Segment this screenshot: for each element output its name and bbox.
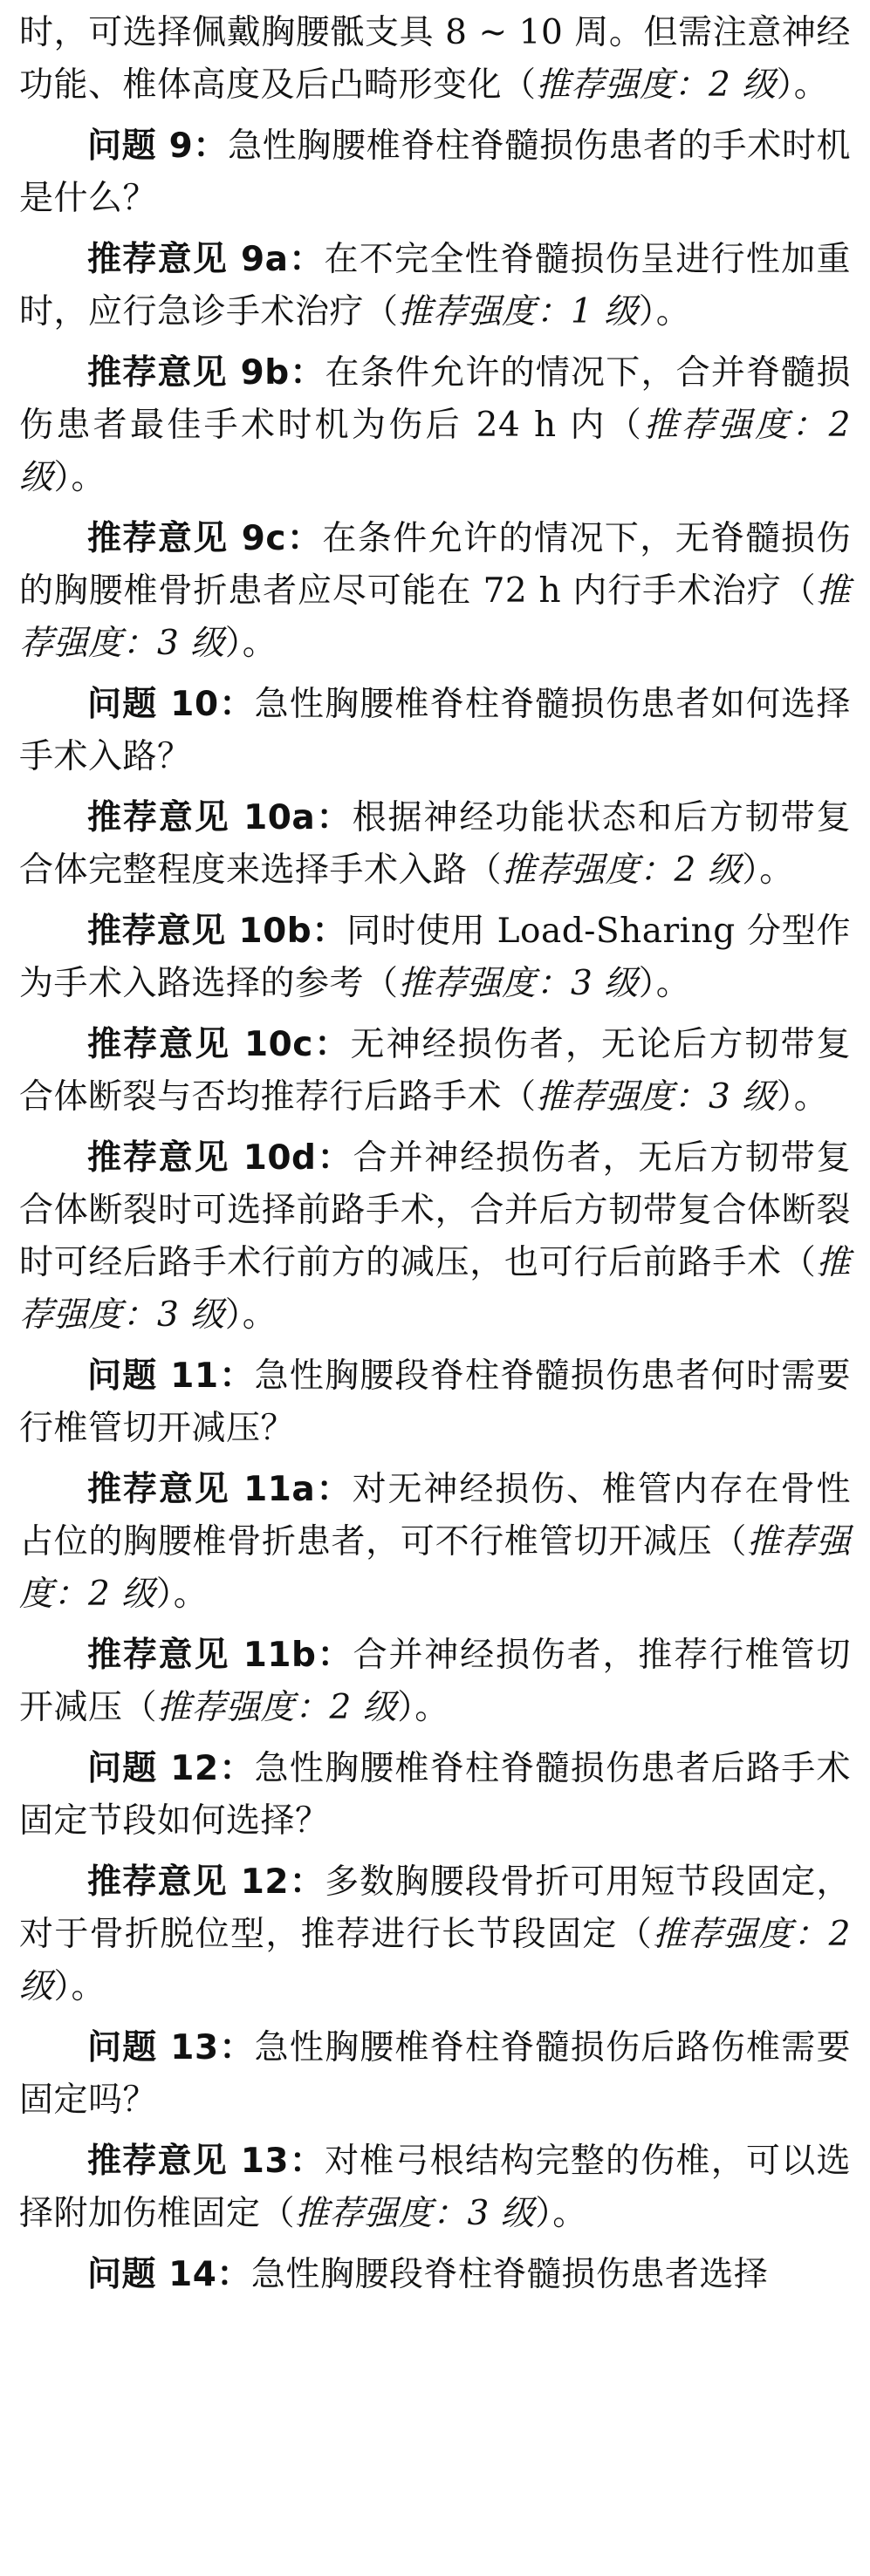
recommendation-strength: 推荐强度：2 级 <box>536 65 777 105</box>
question-9 <box>19 120 851 225</box>
recommendation-text: 对椎弓根结构完整的伤椎，可以选择附加伤椎固定（ <box>19 2142 851 2233</box>
recommendation-text: 多数胸腰段骨折可用短节段固定，对于骨折脱位型，推荐进行长节段固定（ <box>19 1862 851 1954</box>
recommendation-strength: 推荐强度：3 级 <box>19 1243 851 1335</box>
recommendation-label: 推荐意见 10c： <box>87 1025 351 1064</box>
question-13 <box>19 2022 851 2127</box>
recommendation-text: 对无神经损伤、椎管内存在骨性占位的胸腰椎骨折患者，可不行椎管切开减压（ <box>19 1470 851 1561</box>
recommendation-text: 在条件允许的情况下，合并脊髓损伤患者最佳手术时机为伤后 24 h 内（ <box>19 353 851 445</box>
recommendation-10a <box>19 792 851 897</box>
recommendation-13 <box>19 2135 851 2240</box>
paragraph-tail: ）。 <box>53 458 106 497</box>
recommendation-strength: 推荐强度：2 级 <box>157 1688 398 1727</box>
recommendation-strength: 推荐强度：2 级 <box>502 851 743 890</box>
recommendation-label: 推荐意见 9a： <box>87 240 325 279</box>
recommendation-label: 推荐意见 10a： <box>87 798 353 837</box>
paragraph-tail: ）。 <box>535 2194 587 2233</box>
recommendation-9b <box>19 347 851 504</box>
recommendation-text: 无神经损伤者，无论后方韧带复合体断裂与否均推荐行后路手术（ <box>19 1025 851 1117</box>
recommendation-label: 推荐意见 11a： <box>87 1470 353 1509</box>
recommendation-strength: 推荐强度：2 级 <box>19 406 851 497</box>
recommendation-10d <box>19 1132 851 1342</box>
question-14 <box>19 2249 851 2301</box>
recommendation-9a <box>19 234 851 338</box>
question-text: 急性胸腰段脊柱脊髓损伤患者何时需要行椎管切开减压？ <box>19 1356 851 1448</box>
paragraph-tail: ）。 <box>224 624 277 663</box>
recommendation-strength: 推荐强度：2 级 <box>19 1522 851 1614</box>
question-text: 急性胸腰段脊柱脊髓损伤患者选择 <box>250 2255 769 2294</box>
recommendation-text: 合并神经损伤者，推荐行椎管切开减压（ <box>19 1636 851 1727</box>
paragraph-tail: ）。 <box>742 851 794 890</box>
question-text: 急性胸腰椎脊柱脊髓损伤患者如何选择手术入路？ <box>19 685 851 776</box>
question-label: 问题 14： <box>87 2255 251 2294</box>
paragraph-tail: ）。 <box>776 65 829 105</box>
recommendation-label: 推荐意见 10d： <box>87 1138 353 1178</box>
recommendation-text: 根据神经功能状态和后方韧带复合体完整程度来选择手术入路（ <box>19 798 851 890</box>
paragraph-tail: ）。 <box>397 1688 449 1727</box>
paragraph-tail: ）。 <box>638 964 691 1003</box>
paragraph-tail: ）。 <box>776 1077 829 1117</box>
recommendation-10c <box>19 1019 851 1124</box>
question-label: 问题 13： <box>87 2028 255 2067</box>
recommendation-strength: 推荐强度：2 级 <box>19 1915 851 2006</box>
recommendation-text: 在条件允许的情况下，无脊髓损伤的胸腰椎骨折患者应尽可能在 72 h 内行手术治疗（ <box>19 519 851 611</box>
recommendation-9c <box>19 513 851 670</box>
recommendation-strength: 推荐强度：3 级 <box>295 2194 536 2233</box>
question-label: 问题 10： <box>87 685 255 724</box>
recommendation-text: 在不完全性脊髓损伤呈进行性加重时，应行急诊手术治疗（ <box>19 240 851 331</box>
question-12 <box>19 1743 851 1848</box>
recommendation-text: 合并神经损伤者，无后方韧带复合体断裂时可选择前路手术，合并后方韧带复合体断裂时可经后路手术行前方的减压，也可行后前路手术（ <box>19 1138 851 1282</box>
recommendation-12 <box>19 1856 851 2013</box>
question-text: 急性胸腰椎脊柱脊髓损伤患者后路手术固定节段如何选择？ <box>19 1749 851 1841</box>
question-label: 问题 9： <box>87 126 229 166</box>
recommendation-strength: 推荐强度：1 级 <box>398 292 639 331</box>
recommendation-label: 推荐意见 9b： <box>87 353 325 393</box>
paragraph-tail: ）。 <box>155 1575 209 1614</box>
question-10 <box>19 679 851 783</box>
recommendation-10b <box>19 905 851 1010</box>
recommendation-label: 推荐意见 11b： <box>87 1636 353 1675</box>
paragraph-tail: ）。 <box>638 292 691 331</box>
question-text: 急性胸腰椎脊柱脊髓损伤患者的手术时机是什么？ <box>19 126 851 218</box>
recommendation-strength: 推荐强度：3 级 <box>536 1077 777 1117</box>
paragraph-tail: ）。 <box>53 1967 106 2006</box>
recommendation-11a <box>19 1464 851 1621</box>
question-11 <box>19 1350 851 1455</box>
question-label: 问题 12： <box>87 1749 255 1788</box>
recommendation-11b <box>19 1630 851 1734</box>
recommendation-strength: 推荐强度：3 级 <box>398 964 639 1003</box>
paragraph-tail: ）。 <box>224 1295 277 1335</box>
paragraph-text: 时，可选择佩戴胸腰骶支具 8 ~ 10 周。但需注意神经功能、椎体高度及后凸畸形变化（ <box>19 13 851 105</box>
recommendation-strength: 推荐强度：3 级 <box>19 571 851 663</box>
question-text: 急性胸腰椎脊柱脊髓损伤后路伤椎需要固定吗？ <box>19 2028 851 2120</box>
question-label: 问题 11： <box>87 1356 255 1396</box>
recommendation-text: 同时使用 Load-Sharing 分型作为手术入路选择的参考（ <box>19 912 851 1003</box>
paragraph-continuation <box>19 7 851 112</box>
recommendation-label: 推荐意见 10b： <box>87 912 347 951</box>
recommendation-label: 推荐意见 13： <box>87 2142 325 2181</box>
recommendation-label: 推荐意见 9c： <box>87 519 323 558</box>
recommendation-label: 推荐意见 12： <box>87 1862 325 1902</box>
